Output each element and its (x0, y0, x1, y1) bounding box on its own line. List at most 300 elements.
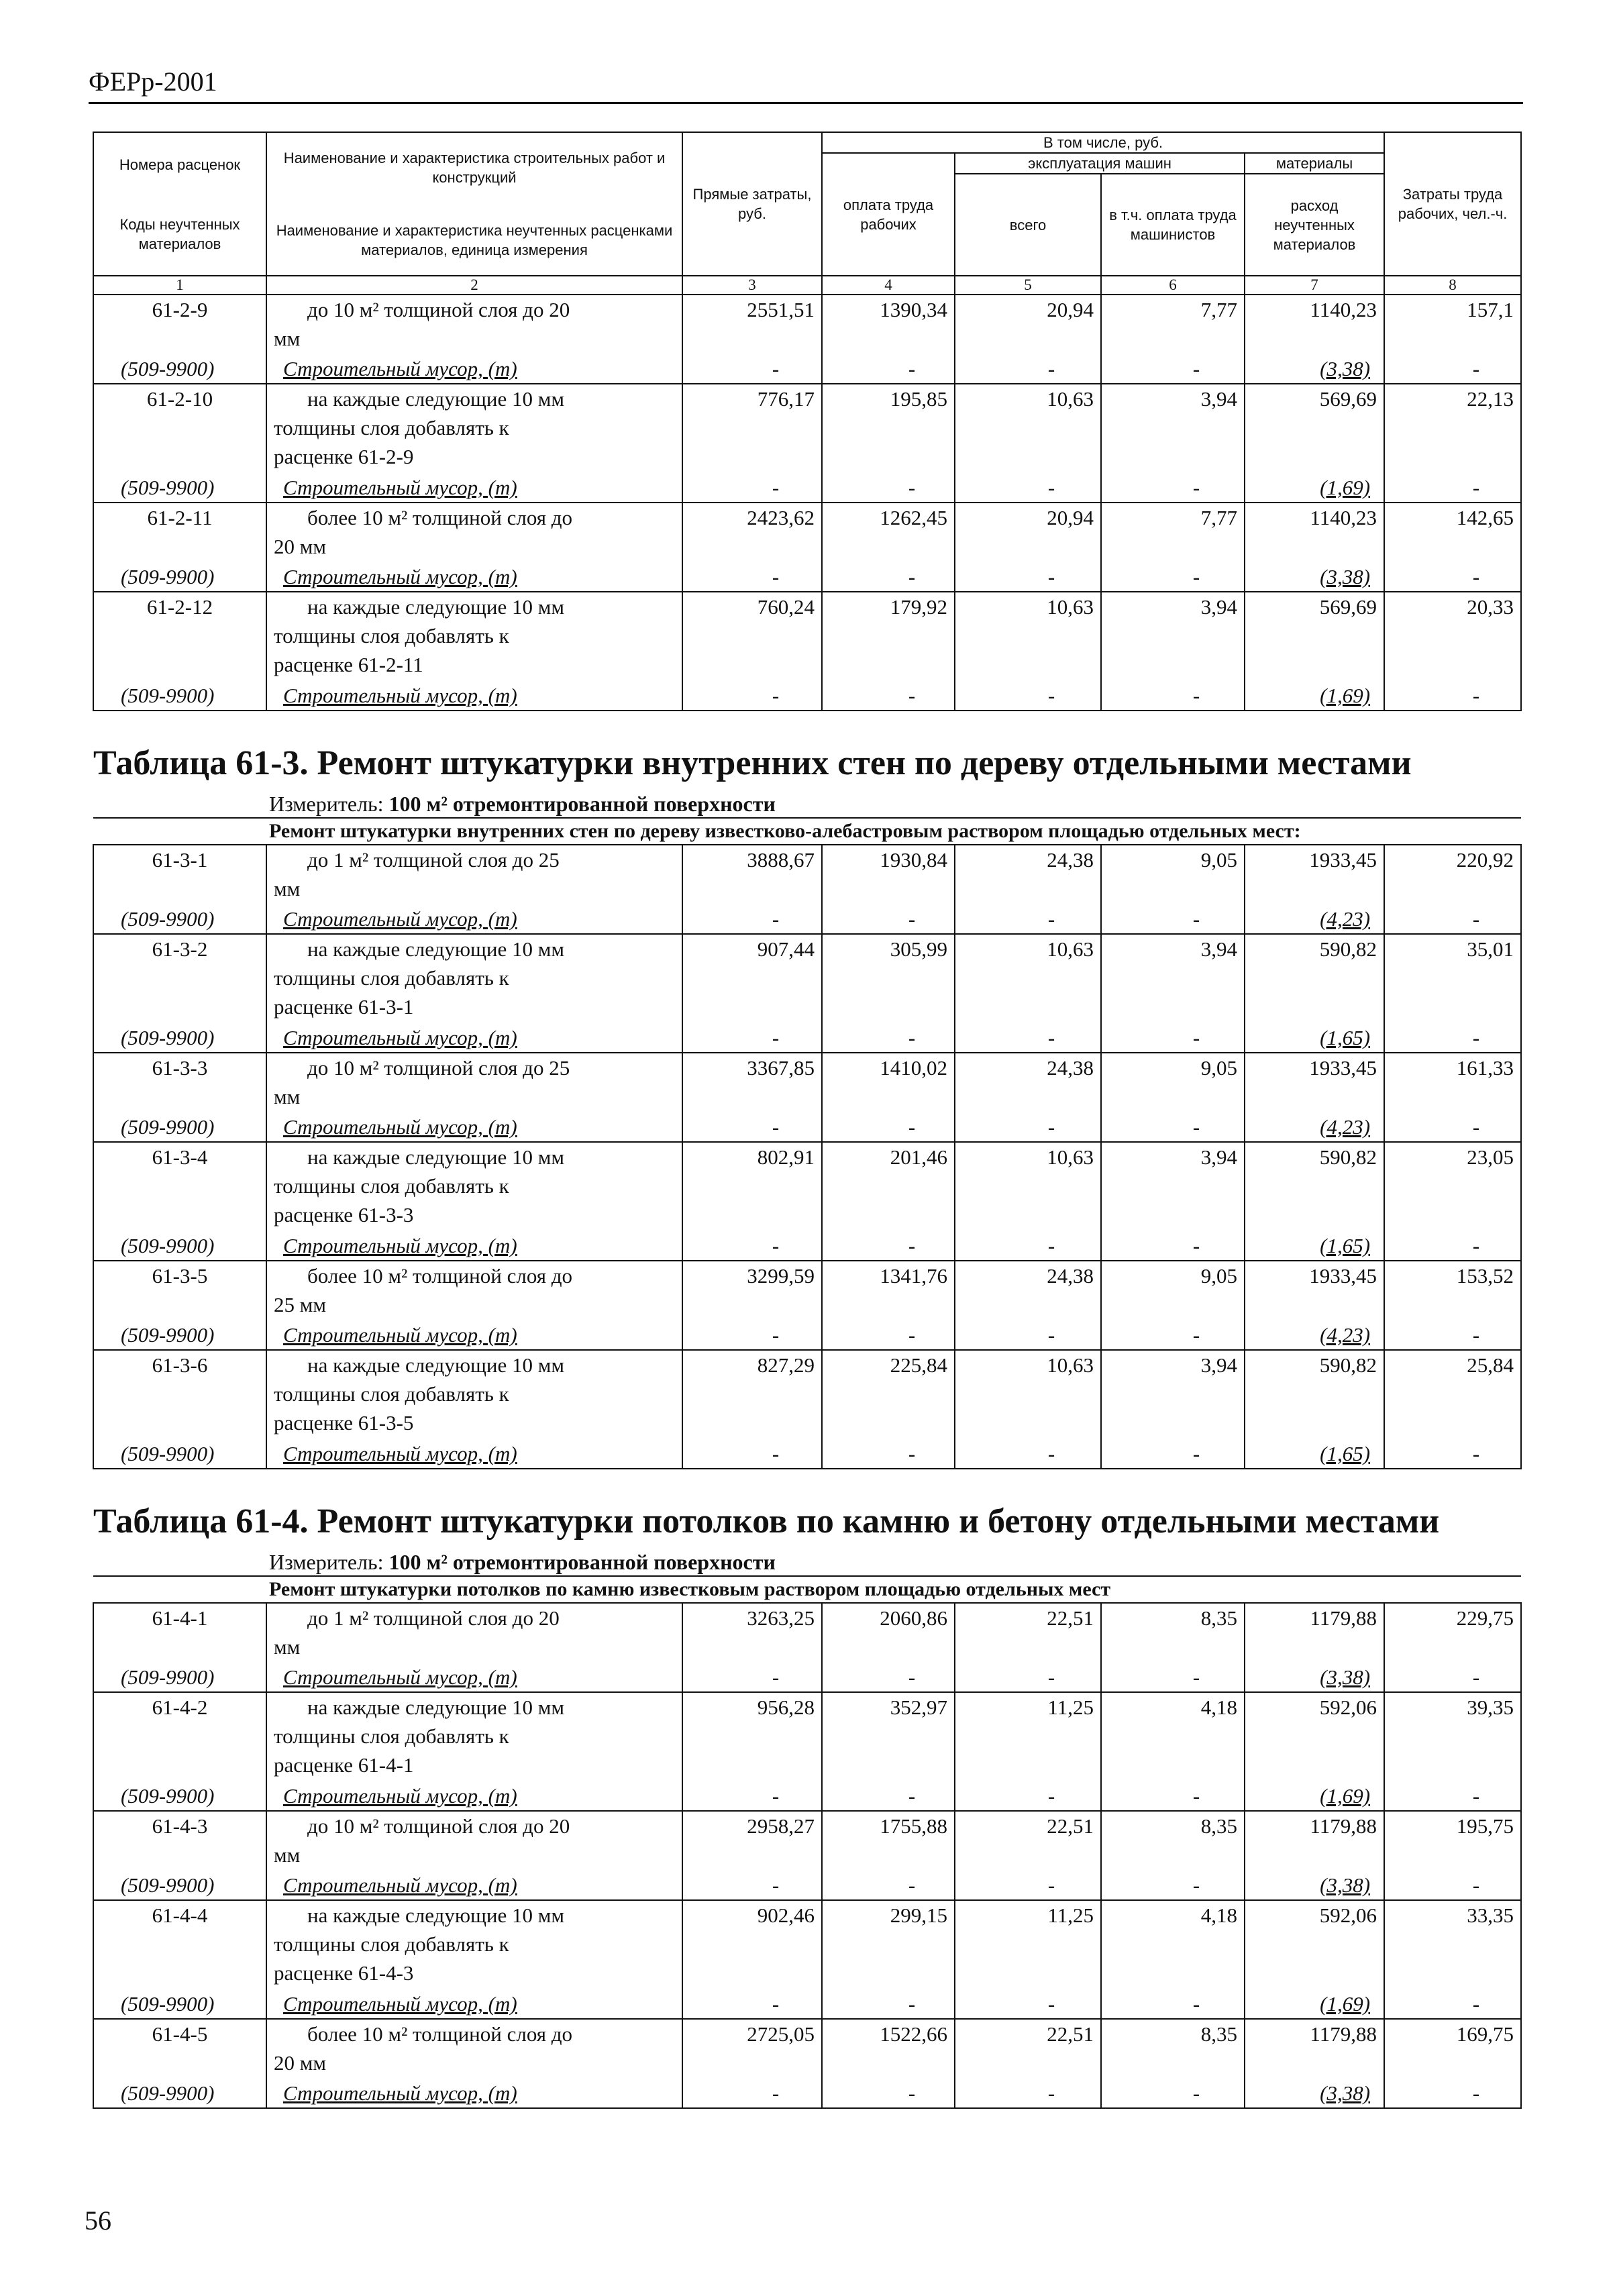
empty-dash: - (682, 1439, 822, 1469)
col-1-header (93, 132, 266, 276)
material-row (93, 1871, 1521, 1900)
empty-dash: - (1101, 1231, 1245, 1261)
value-c5: 20,94 (955, 503, 1101, 562)
value-c4: 2060,86 (822, 1603, 955, 1663)
description-line: более 10 м² толщиной слоя до (307, 506, 573, 529)
empty-dash: - (955, 473, 1101, 503)
empty-dash: - (1101, 1871, 1245, 1900)
value-c7: 569,69 (1245, 592, 1384, 681)
value-c8: 22,13 (1384, 384, 1521, 473)
col-number: 2 (266, 276, 682, 295)
rate-description (266, 1811, 682, 1871)
material-code: (509-9900) (93, 1023, 266, 1053)
rate-row (93, 1261, 1521, 1320)
rate-code: 61-2-12 (93, 592, 266, 681)
value-c7: 569,69 (1245, 384, 1384, 473)
value-c8: 220,92 (1384, 845, 1521, 904)
empty-dash: - (822, 1112, 955, 1142)
empty-dash: - (682, 1023, 822, 1053)
rate-code: 61-4-4 (93, 1900, 266, 1989)
empty-dash: - (682, 562, 822, 592)
col-1-bottom: Коды неучтенных материалов (119, 215, 240, 252)
description-line: мм (274, 1843, 301, 1867)
col-3-header: Прямые затраты, руб. (682, 132, 822, 276)
material-code: (509-9900) (93, 904, 266, 934)
rate-row (93, 1142, 1521, 1231)
empty-dash: - (955, 1781, 1101, 1811)
value-c3: 2551,51 (682, 295, 822, 354)
material-code: (509-9900) (93, 1781, 266, 1811)
material-quantity: (1,69) (1245, 1781, 1384, 1811)
value-c6: 8,35 (1101, 2019, 1245, 2079)
material-quantity: (1,69) (1245, 681, 1384, 711)
value-c8: 142,65 (1384, 503, 1521, 562)
value-c6: 7,77 (1101, 295, 1245, 354)
value-c4: 1755,88 (822, 1811, 955, 1871)
empty-dash: - (1101, 1320, 1245, 1350)
column-numbers-row (93, 276, 1521, 295)
empty-dash: - (955, 904, 1101, 934)
empty-dash: - (1101, 1781, 1245, 1811)
col-4-header: оплата труда рабочих (822, 153, 955, 276)
empty-dash: - (682, 1231, 822, 1261)
empty-dash: - (822, 681, 955, 711)
rate-code: 61-4-5 (93, 2019, 266, 2079)
value-c8: 25,84 (1384, 1350, 1521, 1439)
description-line: на каждые следующие 10 мм (307, 387, 564, 411)
section-61-3-heading (93, 711, 1521, 845)
material-quantity: (3,38) (1245, 562, 1384, 592)
value-c8: 23,05 (1384, 1142, 1521, 1231)
empty-dash: - (955, 1023, 1101, 1053)
description-line: толщины слоя добавлять к (274, 1724, 509, 1748)
value-c3: 907,44 (682, 934, 822, 1023)
rate-description (266, 845, 682, 904)
empty-dash: - (1101, 354, 1245, 384)
description-line: до 1 м² толщиной слоя до 25 (307, 848, 560, 872)
material-quantity: (4,23) (1245, 1320, 1384, 1350)
rate-description (266, 384, 682, 473)
description-line: мм (274, 1085, 301, 1108)
material-row (93, 681, 1521, 711)
material-quantity: (1,69) (1245, 473, 1384, 503)
empty-dash: - (955, 1871, 1101, 1900)
col-5-header: всего (955, 174, 1101, 276)
value-c7: 1140,23 (1245, 503, 1384, 562)
material-name: Строительный мусор, (т) (266, 473, 682, 503)
empty-dash: - (1101, 904, 1245, 934)
value-c5: 20,94 (955, 295, 1101, 354)
material-quantity: (1,65) (1245, 1439, 1384, 1469)
table-61-3-title: Таблица 61-3. Ремонт штукатурки внутренних стен по дереву отдельными местами (93, 744, 1412, 782)
rate-description (266, 1603, 682, 1663)
description-line: на каждые следующие 10 мм (307, 937, 564, 961)
empty-dash: - (1384, 1320, 1521, 1350)
material-name: Строительный мусор, (т) (266, 1320, 682, 1350)
empty-dash: - (1101, 1989, 1245, 2019)
description-line: до 1 м² толщиной слоя до 20 (307, 1606, 560, 1630)
value-c5: 10,63 (955, 934, 1101, 1023)
material-row (93, 2079, 1521, 2108)
value-c3: 802,91 (682, 1142, 822, 1231)
empty-dash: - (822, 904, 955, 934)
value-c5: 22,51 (955, 2019, 1101, 2079)
value-c7: 1179,88 (1245, 1603, 1384, 1663)
empty-dash: - (682, 1989, 822, 2019)
value-c3: 956,28 (682, 1692, 822, 1781)
empty-dash: - (822, 1663, 955, 1692)
description-line: мм (274, 327, 301, 350)
material-code: (509-9900) (93, 1871, 266, 1900)
rate-description (266, 2019, 682, 2079)
rate-code: 61-4-1 (93, 1603, 266, 1663)
empty-dash: - (682, 1871, 822, 1900)
description-line: толщины слоя добавлять к (274, 416, 509, 439)
rate-row (93, 1603, 1521, 1663)
material-quantity: (4,23) (1245, 1112, 1384, 1142)
material-row (93, 1320, 1521, 1350)
value-c6: 9,05 (1101, 1053, 1245, 1112)
value-c4: 1930,84 (822, 845, 955, 904)
empty-dash: - (822, 1439, 955, 1469)
group-header: В том числе, руб. (822, 132, 1384, 153)
rate-code: 61-3-4 (93, 1142, 266, 1231)
value-c6: 8,35 (1101, 1811, 1245, 1871)
value-c7: 590,82 (1245, 1350, 1384, 1439)
rate-row (93, 1811, 1521, 1871)
material-name: Строительный мусор, (т) (266, 354, 682, 384)
empty-dash: - (1384, 1023, 1521, 1053)
description-line: расценке 61-3-5 (274, 1411, 414, 1434)
empty-dash: - (1101, 1439, 1245, 1469)
col-number: 6 (1101, 276, 1245, 295)
rate-row (93, 845, 1521, 904)
empty-dash: - (955, 1439, 1101, 1469)
material-quantity: (3,38) (1245, 1871, 1384, 1900)
value-c4: 179,92 (822, 592, 955, 681)
rate-code: 61-4-3 (93, 1811, 266, 1871)
value-c7: 1933,45 (1245, 845, 1384, 904)
material-row (93, 562, 1521, 592)
page-number: 56 (85, 2205, 111, 2236)
material-row (93, 1781, 1521, 1811)
value-c5: 10,63 (955, 384, 1101, 473)
rate-row (93, 503, 1521, 562)
value-c4: 225,84 (822, 1350, 955, 1439)
machines-header: эксплуатация машин (955, 153, 1245, 174)
value-c8: 33,35 (1384, 1900, 1521, 1989)
section-61-4-rows (93, 1603, 1521, 2108)
material-row (93, 473, 1521, 503)
empty-dash: - (682, 354, 822, 384)
col-7-header: расход неучтенных материалов (1245, 174, 1384, 276)
value-c7: 592,06 (1245, 1692, 1384, 1781)
empty-dash: - (822, 562, 955, 592)
rate-row (93, 1053, 1521, 1112)
description-line: более 10 м² толщиной слоя до (307, 1264, 573, 1288)
rates-table (93, 132, 1522, 2110)
col-2-top: Наименование и характеристика строительных работ и конструкций (283, 150, 666, 186)
empty-dash: - (822, 1023, 955, 1053)
empty-dash: - (1384, 1112, 1521, 1142)
value-c8: 35,01 (1384, 934, 1521, 1023)
description-line: на каждые следующие 10 мм (307, 595, 564, 619)
empty-dash: - (955, 1112, 1101, 1142)
value-c4: 1341,76 (822, 1261, 955, 1320)
value-c4: 1262,45 (822, 503, 955, 562)
rate-code: 61-2-11 (93, 503, 266, 562)
rate-code: 61-3-3 (93, 1053, 266, 1112)
rate-row (93, 934, 1521, 1023)
table-61-3-subtitle: Ремонт штукатурки внутренних стен по дереву известково-алебастровым раствором площадью отдельных мест: (93, 817, 1521, 844)
rate-description (266, 1142, 682, 1231)
material-code: (509-9900) (93, 1439, 266, 1469)
page-header: ФЕРр-2001 (89, 66, 217, 97)
empty-dash: - (955, 354, 1101, 384)
rate-description (266, 295, 682, 354)
empty-dash: - (955, 681, 1101, 711)
material-row (93, 1663, 1521, 1692)
value-c7: 1140,23 (1245, 295, 1384, 354)
empty-dash: - (955, 562, 1101, 592)
value-c5: 24,38 (955, 1053, 1101, 1112)
description-line: расценке 61-3-1 (274, 995, 414, 1019)
empty-dash: - (1384, 1663, 1521, 1692)
material-name: Строительный мусор, (т) (266, 562, 682, 592)
material-name: Строительный мусор, (т) (266, 2079, 682, 2108)
col-6-header: в т.ч. оплата труда машинистов (1101, 174, 1245, 276)
empty-dash: - (1384, 1989, 1521, 2019)
value-c4: 352,97 (822, 1692, 955, 1781)
meter-label: Измеритель: (269, 792, 384, 816)
rate-code: 61-4-2 (93, 1692, 266, 1781)
rate-description (266, 934, 682, 1023)
value-c6: 4,18 (1101, 1692, 1245, 1781)
description-line: 25 мм (274, 1293, 326, 1316)
description-line: расценке 61-4-1 (274, 1753, 414, 1777)
col-number: 3 (682, 276, 822, 295)
empty-dash: - (822, 473, 955, 503)
section-61-4-heading (93, 1469, 1521, 1603)
description-line: толщины слоя добавлять к (274, 624, 509, 647)
material-code: (509-9900) (93, 354, 266, 384)
rate-description (266, 592, 682, 681)
material-quantity: (4,23) (1245, 904, 1384, 934)
material-name: Строительный мусор, (т) (266, 1023, 682, 1053)
value-c3: 3299,59 (682, 1261, 822, 1320)
col-number: 5 (955, 276, 1101, 295)
value-c5: 24,38 (955, 845, 1101, 904)
value-c8: 157,1 (1384, 295, 1521, 354)
value-c7: 592,06 (1245, 1900, 1384, 1989)
col-2-bottom: Наименование и характеристика неучтенных расценками материалов, единица измерения (276, 222, 673, 258)
rate-code: 61-3-5 (93, 1261, 266, 1320)
material-name: Строительный мусор, (т) (266, 681, 682, 711)
value-c3: 2725,05 (682, 2019, 822, 2079)
description-line: толщины слоя добавлять к (274, 1932, 509, 1956)
description-line: толщины слоя добавлять к (274, 966, 509, 990)
rates-table-frame (93, 132, 1520, 2110)
value-c7: 590,82 (1245, 1142, 1384, 1231)
section-61-2-rows (93, 295, 1521, 711)
value-c3: 3263,25 (682, 1603, 822, 1663)
col-number: 7 (1245, 276, 1384, 295)
rate-code: 61-3-1 (93, 845, 266, 904)
value-c6: 3,94 (1101, 592, 1245, 681)
value-c7: 1179,88 (1245, 1811, 1384, 1871)
col-1-top: Номера расценок (119, 156, 241, 173)
material-quantity: (3,38) (1245, 2079, 1384, 2108)
value-c5: 10,63 (955, 1142, 1101, 1231)
rate-row (93, 1350, 1521, 1439)
empty-dash: - (955, 1989, 1101, 2019)
material-row (93, 904, 1521, 934)
value-c6: 3,94 (1101, 384, 1245, 473)
description-line: 20 мм (274, 535, 326, 558)
materials-header: материалы (1245, 153, 1384, 174)
value-c3: 776,17 (682, 384, 822, 473)
material-name: Строительный мусор, (т) (266, 1231, 682, 1261)
value-c6: 3,94 (1101, 1142, 1245, 1231)
empty-dash: - (682, 2079, 822, 2108)
table-61-4-meter (93, 1549, 1521, 1575)
rate-description (266, 1692, 682, 1781)
value-c3: 902,46 (682, 1900, 822, 1989)
meter-label: Измеритель: (269, 1550, 384, 1574)
meter-value: 100 м² отремонтированной поверхности (388, 1550, 776, 1574)
material-code: (509-9900) (93, 681, 266, 711)
empty-dash: - (1384, 1871, 1521, 1900)
value-c3: 827,29 (682, 1350, 822, 1439)
description-line: мм (274, 877, 301, 900)
description-line: расценке 61-2-11 (274, 653, 423, 676)
material-name: Строительный мусор, (т) (266, 1663, 682, 1692)
value-c7: 1933,45 (1245, 1053, 1384, 1112)
material-row (93, 1231, 1521, 1261)
value-c8: 229,75 (1384, 1603, 1521, 1663)
empty-dash: - (1384, 2079, 1521, 2108)
value-c5: 22,51 (955, 1603, 1101, 1663)
material-name: Строительный мусор, (т) (266, 904, 682, 934)
empty-dash: - (682, 1112, 822, 1142)
material-name: Строительный мусор, (т) (266, 1871, 682, 1900)
rate-row (93, 592, 1521, 681)
empty-dash: - (682, 904, 822, 934)
empty-dash: - (682, 1663, 822, 1692)
value-c6: 3,94 (1101, 934, 1245, 1023)
value-c8: 195,75 (1384, 1811, 1521, 1871)
value-c5: 10,63 (955, 592, 1101, 681)
material-row (93, 1112, 1521, 1142)
table-61-4-title: Таблица 61-4. Ремонт штукатурки потолков по камню и бетону отдельными местами (93, 1502, 1440, 1541)
value-c5: 24,38 (955, 1261, 1101, 1320)
description-line: толщины слоя добавлять к (274, 1174, 509, 1198)
empty-dash: - (1384, 1439, 1521, 1469)
value-c4: 201,46 (822, 1142, 955, 1231)
empty-dash: - (822, 1871, 955, 1900)
description-line: 20 мм (274, 2051, 326, 2075)
empty-dash: - (822, 1320, 955, 1350)
rate-description (266, 503, 682, 562)
rate-code: 61-2-10 (93, 384, 266, 473)
material-code: (509-9900) (93, 2079, 266, 2108)
rate-code: 61-3-6 (93, 1350, 266, 1439)
value-c8: 169,75 (1384, 2019, 1521, 2079)
rate-row (93, 295, 1521, 354)
description-line: на каждые следующие 10 мм (307, 1353, 564, 1377)
value-c5: 10,63 (955, 1350, 1101, 1439)
material-code: (509-9900) (93, 1663, 266, 1692)
rate-row (93, 1692, 1521, 1781)
empty-dash: - (1384, 1781, 1521, 1811)
empty-dash: - (1384, 681, 1521, 711)
empty-dash: - (1384, 354, 1521, 384)
material-code: (509-9900) (93, 1231, 266, 1261)
empty-dash: - (1101, 2079, 1245, 2108)
value-c5: 22,51 (955, 1811, 1101, 1871)
col-8-header: Затраты труда рабочих, чел.-ч. (1384, 132, 1521, 276)
empty-dash: - (1384, 904, 1521, 934)
empty-dash: - (1101, 1663, 1245, 1692)
material-quantity: (3,38) (1245, 1663, 1384, 1692)
material-name: Строительный мусор, (т) (266, 1781, 682, 1811)
empty-dash: - (1101, 1112, 1245, 1142)
value-c6: 7,77 (1101, 503, 1245, 562)
description-line: до 10 м² толщиной слоя до 20 (307, 298, 570, 321)
col-number: 1 (93, 276, 266, 295)
empty-dash: - (682, 681, 822, 711)
value-c4: 195,85 (822, 384, 955, 473)
meter-value: 100 м² отремонтированной поверхности (388, 792, 776, 816)
empty-dash: - (1384, 562, 1521, 592)
material-row (93, 1989, 1521, 2019)
empty-dash: - (1101, 473, 1245, 503)
empty-dash: - (1384, 1231, 1521, 1261)
material-code: (509-9900) (93, 1989, 266, 2019)
description-line: толщины слоя добавлять к (274, 1382, 509, 1406)
rate-code: 61-3-2 (93, 934, 266, 1023)
material-name: Строительный мусор, (т) (266, 1112, 682, 1142)
description-line: на каждые следующие 10 мм (307, 1903, 564, 1927)
description-line: до 10 м² толщиной слоя до 25 (307, 1056, 570, 1080)
value-c6: 9,05 (1101, 845, 1245, 904)
value-c4: 1410,02 (822, 1053, 955, 1112)
value-c6: 3,94 (1101, 1350, 1245, 1439)
col-number: 8 (1384, 276, 1521, 295)
empty-dash: - (682, 1781, 822, 1811)
description-line: расценке 61-4-3 (274, 1961, 414, 1985)
empty-dash: - (1101, 562, 1245, 592)
rate-description (266, 1350, 682, 1439)
rate-row (93, 2019, 1521, 2079)
empty-dash: - (1101, 1023, 1245, 1053)
empty-dash: - (682, 1320, 822, 1350)
rate-row (93, 384, 1521, 473)
empty-dash: - (682, 473, 822, 503)
table-61-4-subtitle: Ремонт штукатурки потолков по камню известковым раствором площадью отдельных мест (93, 1575, 1521, 1602)
value-c4: 1522,66 (822, 2019, 955, 2079)
empty-dash: - (822, 2079, 955, 2108)
description-line: расценке 61-3-3 (274, 1203, 414, 1227)
value-c3: 3367,85 (682, 1053, 822, 1112)
value-c6: 4,18 (1101, 1900, 1245, 1989)
col-number: 4 (822, 276, 955, 295)
value-c8: 20,33 (1384, 592, 1521, 681)
empty-dash: - (822, 1989, 955, 2019)
value-c6: 8,35 (1101, 1603, 1245, 1663)
description-line: на каждые следующие 10 мм (307, 1695, 564, 1719)
empty-dash: - (1384, 473, 1521, 503)
